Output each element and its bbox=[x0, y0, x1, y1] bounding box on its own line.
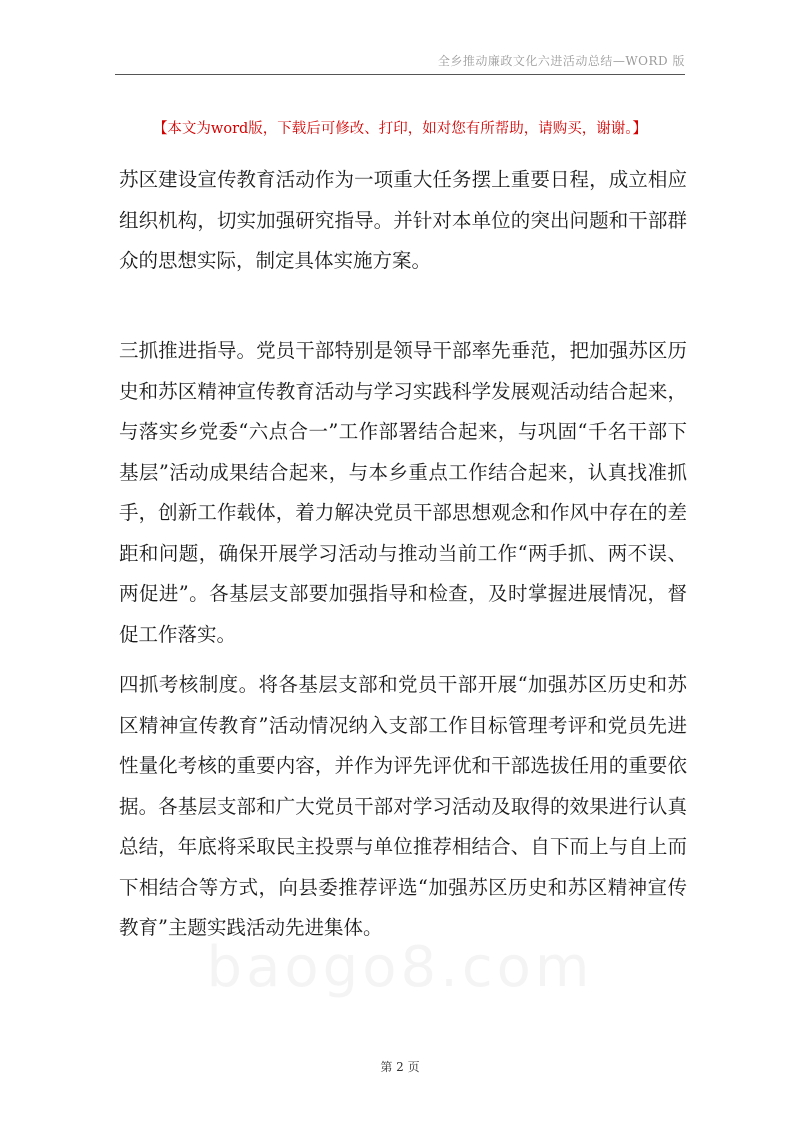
document-title: 全乡推动廉政文化六进活动总结—WORD 版 bbox=[437, 54, 685, 68]
paragraph-2 bbox=[119, 331, 687, 655]
paragraph-1 bbox=[119, 160, 687, 282]
page-header bbox=[115, 52, 685, 75]
purchase-notice: 【本文为word版，下载后可修改、打印，如对您有所帮助，请购买，谢谢。】 bbox=[152, 121, 648, 137]
page-footer bbox=[0, 1058, 800, 1075]
paragraph-3 bbox=[119, 665, 687, 949]
paragraph-text: 四抓考核制度。将各基层支部和党员干部开展“加强苏区历史和苏区精神宣传教育”活动情况纳入支部工作目标管理考评和党员先进性量化考核的重要内容，并作为评先评优和干部选拔任用的重要依据。各基层支部和广大党员干部对学习活动及取得的效果进行认真总结，年底将采取民主投票与单位推荐相结合、自下而上与自上而下相结合等方式，向县委推荐评选“加强苏区历史和苏区精神宣传教育”主题实践活动先进集体。 bbox=[119, 673, 687, 939]
paragraph-text: 苏区建设宣传教育活动作为一项重大任务摆上重要日程，成立相应组织机构，切实加强研究指导。并针对本单位的突出问题和干部群众的思想实际，制定具体实施方案。 bbox=[119, 168, 687, 272]
page-number: 第 2 页 bbox=[380, 1060, 420, 1074]
paragraph-text: 三抓推进指导。党员干部特别是领导干部率先垂范，把加强苏区历史和苏区精神宣传教育活动与学习实践科学发展观活动结合起来，与落实乡党委“六点合一”工作部署结合起来，与巩固“千名干部下基层”活动成果结合起来，与本乡重点工作结合起来，认真找准抓手，创新工作载体，着力解决党员干部思想观念和作风中存在的差距和问题，确保开展学习活动与推动当前工作“两手抓、两不误、两促进”。各基层支部要加强指导和检查，及时掌握进展情况，督促工作落实。 bbox=[119, 339, 687, 646]
